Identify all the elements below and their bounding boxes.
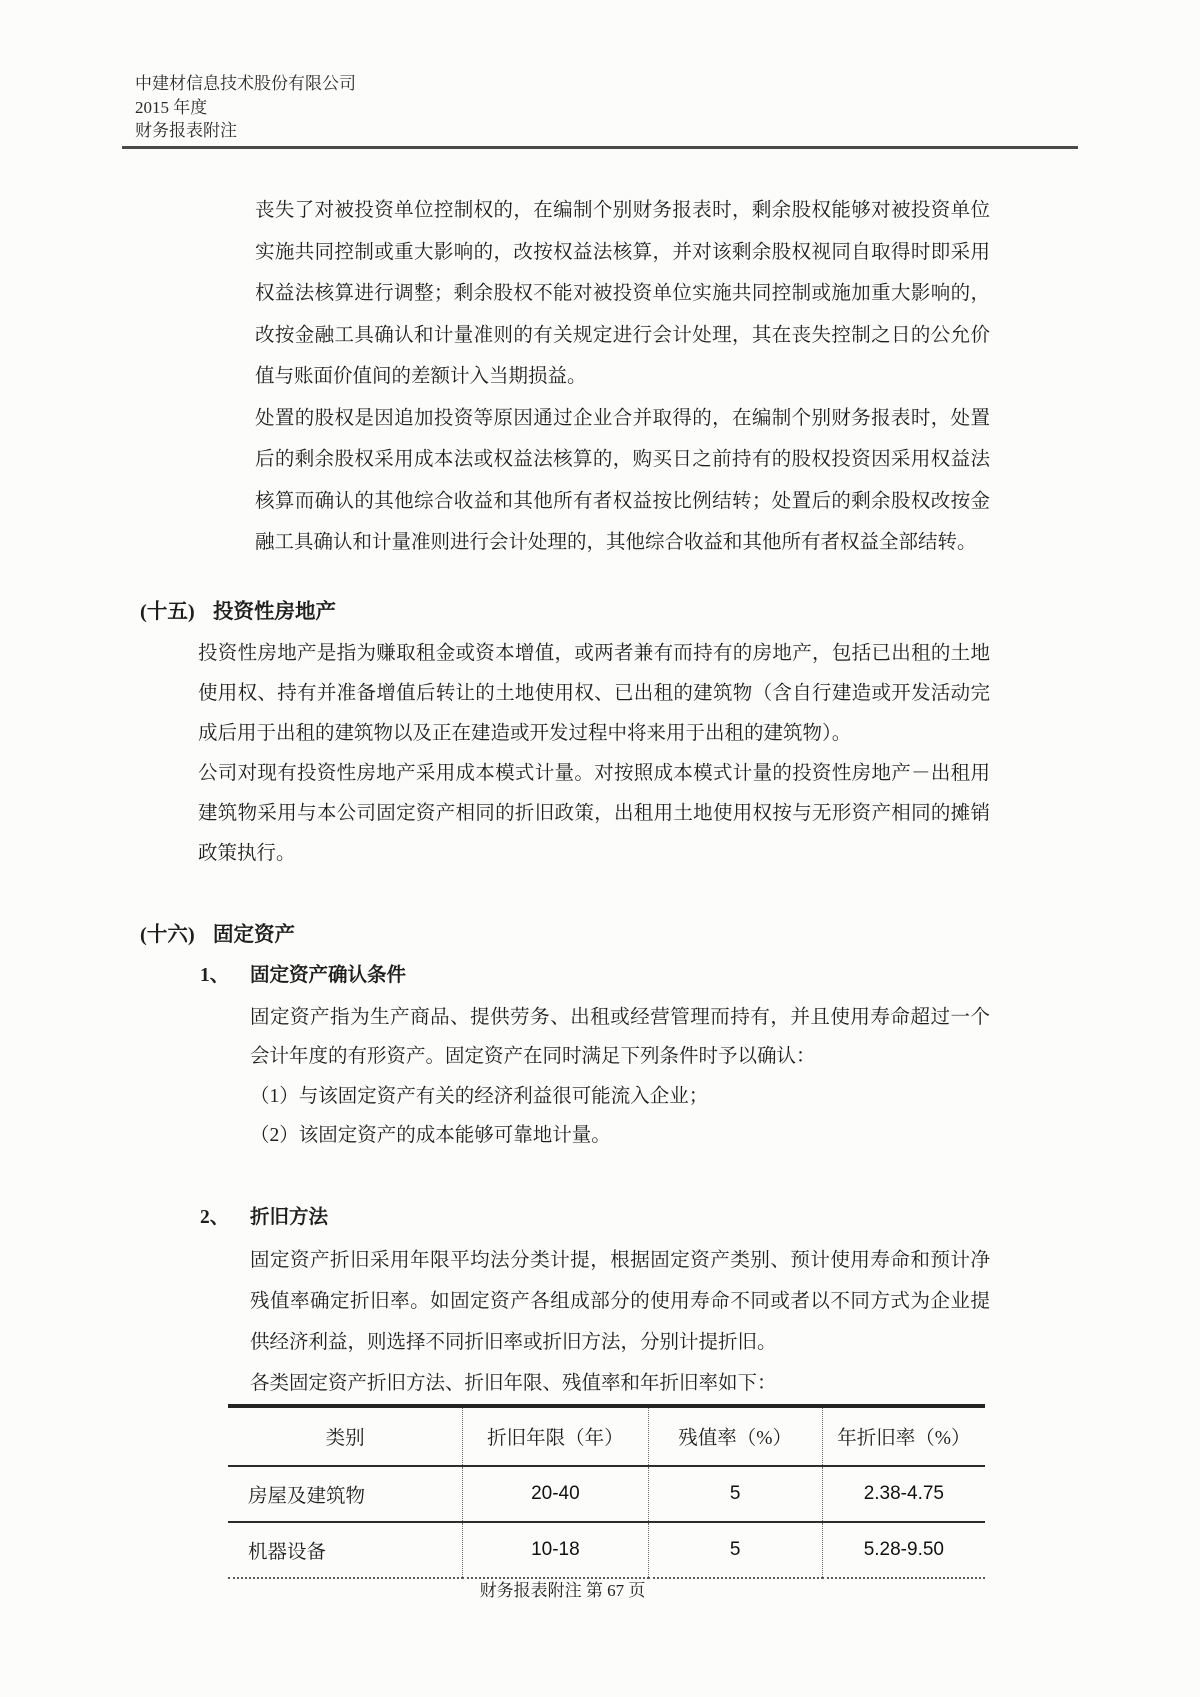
subsection-2-heading [200, 1204, 993, 1232]
subsection-1-number: 1、 [200, 964, 230, 986]
section-16-number: (十六) [140, 923, 195, 946]
subsection-1-title: 固定资产确认条件 [250, 964, 407, 986]
depreciation-method-paragraph: 固定资产折旧采用年限平均法分类计提，根据固定资产类别、预计使用寿命和预计净残值率确定折旧率。如固定资产各组成部分的使用寿命不同或者以不同方式为企业提供经济利益，则选择不同折旧率或折旧方法，分别计提折旧。 [250, 1249, 990, 1353]
section-15-paragraph-1: 投资性房地产是指为赚取租金或资本增值，或两者兼有而持有的房地产，包括已出租的土地使用权、持有并准备增值后转让的土地使用权、已出租的建筑物（含自行建造或开发活动完成后用于出租的建筑物以及正在建造或开发过程中将来用于出租的建筑物）。 [198, 642, 990, 744]
column-header-depreciation-years: 折旧年限（年） [463, 1406, 648, 1466]
subsection-1-body [250, 998, 990, 1156]
section-15-paragraph-2: 公司对现有投资性房地产采用成本模式计量。对按照成本模式计量的投资性房地产－出租用建筑物采用与本公司固定资产相同的折旧政策，出租用土地使用权按与无形资产相同的摊销政策执行。 [198, 762, 990, 864]
cell-annual-rate: 2.38-4.75 [822, 1466, 985, 1522]
section-16-title: 固定资产 [213, 923, 295, 946]
section-15-heading [140, 597, 993, 627]
paragraph-loss-of-control: 丧失了对被投资单位控制权的，在编制个别财务报表时，剩余股权能够对被投资单位实施共同控制或重大影响的，改按权益法核算，并对该剩余股权视同自取得时即采用权益法核算进行调整；剩余股权不能对被投资单位实施共同控制或施加重大影响的，改按金融工具确认和计量准则的有关规定进行会计处理，其在丧失控制之日的公允价值与账面价值间的差额计入当期损益。 [255, 200, 990, 387]
recognition-condition-1: （1）与该固定资产有关的经济利益很可能流入企业； [250, 1085, 709, 1107]
depreciation-table [228, 1404, 985, 1579]
column-header-category: 类别 [228, 1406, 463, 1466]
cell-depreciation-years: 10-18 [463, 1522, 648, 1578]
cell-residual-rate: 5 [648, 1522, 822, 1578]
cell-depreciation-years: 20-40 [463, 1466, 648, 1522]
table-intro-line: 各类固定资产折旧方法、折旧年限、残值率和年折旧率如下： [250, 1372, 777, 1394]
subsection-2-number: 2、 [200, 1206, 230, 1228]
document-title: 财务报表附注 [135, 121, 237, 140]
cell-category: 房屋及建筑物 [228, 1466, 463, 1522]
cell-annual-rate: 5.28-9.50 [863, 1538, 944, 1560]
subsection-1-heading [200, 962, 993, 990]
table-row-buildings [228, 1466, 985, 1522]
report-year: 2015 年度 [135, 97, 208, 117]
table-header-row [228, 1406, 985, 1466]
intro-block [255, 190, 990, 564]
section-15-number: (十五) [140, 600, 195, 623]
table-row-machinery [228, 1522, 985, 1578]
section-15-title: 投资性房地产 [213, 600, 336, 623]
fixed-asset-definition: 固定资产指为生产商品、提供劳务、出租或经营管理而持有，并且使用寿命超过一个会计年度的有形资产。固定资产在同时满足下列条件时予以确认： [250, 1006, 990, 1067]
paragraph-disposal: 处置的股权是因追加投资等原因通过企业合并取得的，在编制个别财务报表时，处置后的剩余股权采用成本法或权益法核算的，购买日之前持有的股权投资因采用权益法核算而确认的其他综合收益和其他所有者权益按比例结转；处置后的剩余股权改按金融工具确认和计量准则进行会计处理的，其他综合收益和其他所有者权益全部结转。 [255, 407, 990, 553]
section-15-body [198, 634, 990, 874]
section-16-heading [140, 920, 993, 950]
subsection-2-body [250, 1240, 990, 1404]
cell-category: 机器设备 [228, 1522, 463, 1578]
cell-residual-rate: 5 [648, 1466, 822, 1522]
header-divider [122, 146, 1078, 149]
column-header-residual-rate: 残值率（%） [648, 1406, 822, 1466]
recognition-condition-2: （2）该固定资产的成本能够可靠地计量。 [250, 1125, 611, 1146]
column-header-annual-rate: 年折旧率（%） [822, 1406, 985, 1466]
company-name: 中建材信息技术股份有限公司 [135, 74, 356, 93]
document-header [135, 72, 1035, 143]
subsection-2-title: 折旧方法 [250, 1206, 329, 1228]
document-body [135, 190, 993, 1579]
page-footer: 财务报表附注 第 67 页 [479, 1581, 646, 1600]
